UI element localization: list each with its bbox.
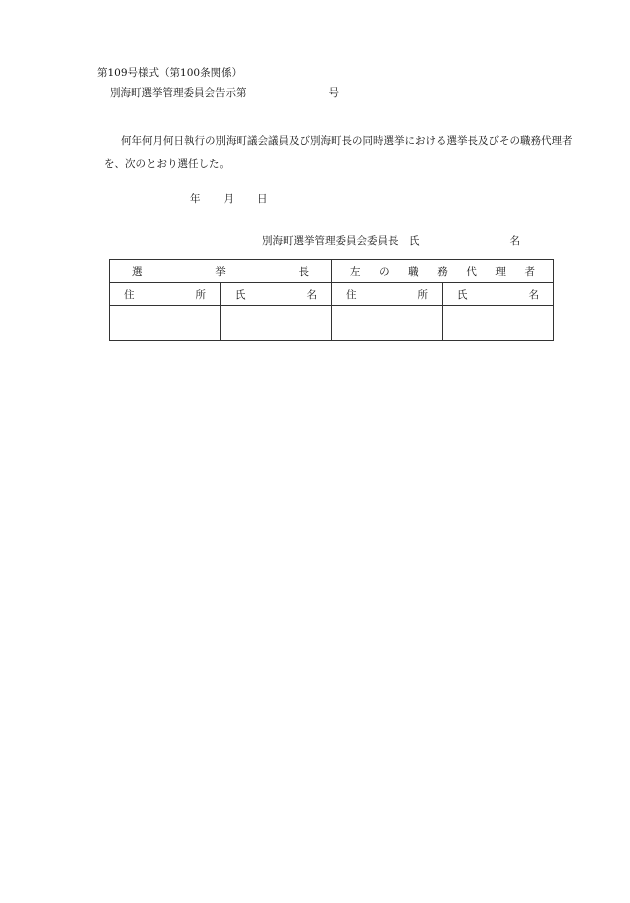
- date-day: 日: [257, 193, 268, 205]
- subheader-name: 氏 名: [443, 283, 554, 306]
- header-deputy: [332, 260, 554, 283]
- appointment-table: [109, 259, 554, 341]
- table-subheader-row: [110, 283, 554, 306]
- table-header-row: [110, 260, 554, 283]
- notice-suffix: 号: [328, 87, 339, 99]
- header-char: の: [379, 265, 390, 278]
- body-text: 何年何月何日執行の別海町議会議員及び別海町長の同時選挙における選挙長及びその職務代理者を、次のとおり選任した。: [104, 135, 573, 170]
- form-number: 第109号様式（第100条関係）: [97, 67, 243, 79]
- signature-line: [262, 236, 520, 247]
- header-char: 左: [350, 265, 361, 278]
- header-election-chief: [110, 260, 332, 283]
- header-char: 選: [132, 265, 143, 278]
- entry-cell-deputy-name[interactable]: [443, 306, 554, 341]
- header-char: 務: [437, 265, 448, 278]
- header-char: 代: [466, 265, 477, 278]
- entry-cell-chief-address[interactable]: [110, 306, 221, 341]
- header-char: 理: [495, 265, 506, 278]
- header-char: 挙: [215, 265, 226, 278]
- header-char: 職: [408, 265, 419, 278]
- notice-prefix: 別海町選挙管理委員会告示第: [110, 87, 247, 99]
- subheader-address: 住 所: [110, 283, 221, 306]
- entry-cell-chief-name[interactable]: [221, 306, 332, 341]
- notice-line: [110, 88, 339, 99]
- date-month: 月: [223, 193, 234, 205]
- date-year: 年: [190, 193, 201, 205]
- signature-suffix: 名: [509, 235, 520, 247]
- date-line: [190, 194, 268, 205]
- header-char: 者: [524, 265, 535, 278]
- subheader-address: 住 所: [332, 283, 443, 306]
- table-entry-row: [110, 306, 554, 341]
- subheader-name: 氏 名: [221, 283, 332, 306]
- header-char: 長: [298, 265, 309, 278]
- entry-cell-deputy-address[interactable]: [332, 306, 443, 341]
- signature-title: 別海町選挙管理委員会委員長 氏: [262, 235, 420, 247]
